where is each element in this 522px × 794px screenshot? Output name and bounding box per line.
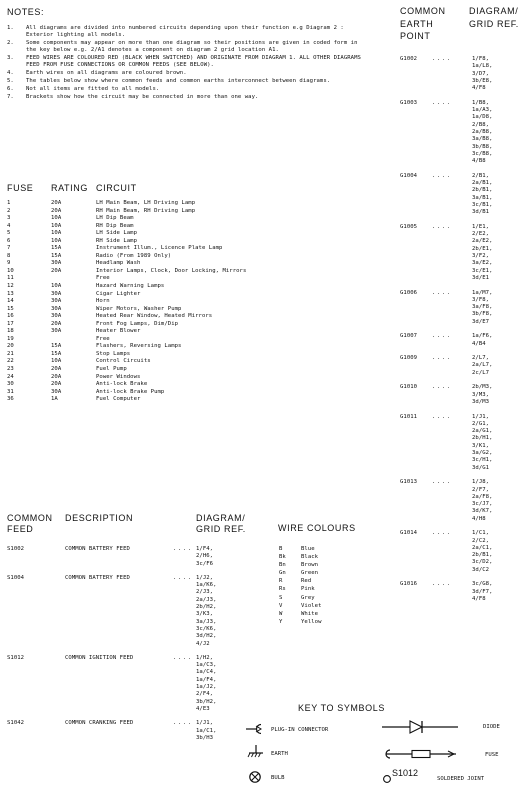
fuse-rating [51,336,96,344]
fuse-number: 23 [7,366,14,373]
wire-colours-title: WIRE COLOURS [278,523,356,533]
leader-dots: .... [432,384,452,391]
table-row [400,384,522,406]
wire-code: Bn [279,562,286,569]
earth-grid-refs: 1/B8, 1a/A3, 1a/D8, 2/B8, 2a/B8, 3a/B8, 3b/B8, 3c/B8, 4/B8 [472,99,493,165]
table-row [7,396,356,404]
table-row [400,290,522,326]
wire-colour-name: Grey [301,594,315,601]
fuse-rating: 20A [51,366,62,373]
fuse-number: 3 [7,215,11,222]
fuse-number: 21 [7,350,14,357]
earth-point: G1014 [400,530,418,537]
table-row [7,366,356,374]
common-earth-table [400,56,522,611]
fuse-number: 36 [7,396,14,403]
earth-point: G1011 [400,413,418,420]
table-row [7,245,356,253]
table-row [400,355,522,377]
leader-dots: .... [432,289,452,296]
plug-in-connector-icon [244,722,266,736]
table-row [7,238,356,246]
earth-grid-refs: 1/J1, 2/G1, 2a/G1, 2b/H1, 3/K1, 3a/G2, 3c/H1, 3d/G1 [472,413,493,471]
table-row [7,200,356,208]
earth-point: G1010 [400,384,418,391]
feed-description: COMMON IGNITION FEED [65,654,134,661]
table-row [279,554,322,562]
fuse-rating: 20A [51,373,62,380]
fuse-circuit: Fuel Computer [96,396,141,403]
fuse-circuit: Instrument Illum., Licence Plate Lamp [96,245,223,252]
leader-dots: .... [432,479,452,486]
wire-code: Rs [279,586,286,593]
fuse-rating: 15A [51,252,62,259]
notes-list [7,25,362,101]
note-text: FEED WIRES ARE COLOURED RED (BLACK WHEN SWITCHED) AND ORIGINATE FROM DIAGRAM 1. ALL OTHER DIAGRAMS FEED FROM FUSE CONNECTIONS OR COMMON FEEDS (SEE BELOW). [26,55,361,69]
table-row [7,275,356,283]
table-row [7,283,356,291]
fuse-table [7,200,356,404]
table-row [279,546,322,554]
note-number: 6. [7,85,14,92]
earth-grid-refs: 1/C1, 2/C2, 2a/C1, 2b/B1, 3c/D2, 3d/C2 [472,530,493,573]
table-row [400,100,522,166]
feed-description: COMMON BATTERY FEED [65,574,130,581]
earth-grid-refs: 1a/F6, 4/B4 [472,333,493,347]
fuse-circuit: Power Windows [96,373,141,380]
wire-code: B [279,546,283,552]
note-item [7,55,362,70]
table-row [279,562,322,570]
table-row [279,619,322,627]
table-row [7,321,356,329]
leader-dots: .... [173,546,193,552]
fuse-number: 8 [7,252,11,259]
fuse-rating: 30A [51,298,62,305]
earth-grid-refs: 1/E1, 2/E2, 2a/E2, 2b/E1, 3/F2, 3a/E2, 3c/E1, 3d/E1 [472,223,493,281]
fuse-number: 24 [7,373,14,380]
feed-code: S1002 [7,546,25,552]
note-item [7,94,362,101]
table-row [7,328,356,336]
table-row [400,530,522,574]
earth-grid-refs: 1a/M7, 3/F8, 3a/F8, 3b/F8, 3d/E7 [472,289,493,325]
table-row [7,343,356,351]
wire-code: Gn [279,570,286,577]
note-number: 2. [7,40,14,47]
note-text: Brackets show how the circuit may be connected in more than one way. [26,93,259,100]
fuse-circuit: RH Side Lamp [96,237,138,244]
fuse-rating: 20A [51,207,62,214]
note-item [7,40,362,55]
wire-code: V [279,602,283,609]
fuse-circuit: Free [96,335,110,342]
leader-dots: .... [173,574,193,581]
wire-colour-name: Violet [301,602,322,609]
fuse-number: 31 [7,388,14,395]
wire-code: R [279,578,283,585]
fuse-number: 7 [7,245,11,252]
note-number: 3. [7,55,14,62]
fuse-number: 15 [7,305,14,312]
common-feed-header: COMMON FEED [7,513,53,534]
fuse-number: 20 [7,343,14,350]
fuse-circuit: LH Main Beam, LH Driving Lamp [96,200,196,206]
note-number: 7. [7,93,14,100]
wire-code: S [279,594,283,601]
leader-dots: .... [173,720,193,727]
diode-label: DIODE [483,724,500,730]
fuse-circuit: RH Main Beam, RH Driving Lamp [96,207,196,214]
note-text: Some components may appear on more than one diagram so their positions are given in coded form in the key below e.g. 2/A1 denotes a component on diagram 2 grid location A1. [26,40,358,54]
table-row [7,313,356,321]
wire-colour-name: Black [301,554,319,561]
rating-header: RATING [51,183,88,193]
fuse-rating: 20A [51,267,62,274]
fuse-rating: 10A [51,230,62,237]
fuse-number: 17 [7,320,14,327]
note-item [7,86,362,93]
table-row [7,655,277,713]
fuse-number: 14 [7,298,14,305]
earth-point: G1013 [400,479,418,486]
leader-dots: .... [432,355,452,362]
fuse-rating: 30A [51,388,62,395]
table-row [7,374,356,382]
note-text: The tables below show where common feeds and common earths interconnect between diagrams. [26,78,331,85]
soldered-joint-icon [382,774,392,784]
fuse-circuit: Cigar Lighter [96,290,141,297]
fuse-number: 5 [7,230,11,237]
table-row [400,479,522,523]
wire-code: Y [279,618,283,625]
table-row [7,306,356,314]
table-row [7,291,356,299]
earth-grid-refs: 3c/G8, 3d/F7, 4/F8 [472,581,493,602]
feed-code: S1012 [7,654,25,661]
fuse-rating: 1A [51,396,58,403]
leader-dots: .... [432,56,452,62]
table-row [7,389,356,397]
table-row [400,224,522,282]
circuit-header: CIRCUIT [96,183,137,193]
leader-dots: .... [432,223,452,230]
table-row [279,611,322,619]
earth-point: G1016 [400,581,418,588]
fuse-number: 6 [7,237,11,244]
fuse-label: FUSE [485,752,499,758]
fuse-rating: 30A [51,328,62,335]
fuse-number: 16 [7,313,14,320]
notes-title: NOTES: [7,7,45,17]
earth-point: G1002 [400,56,418,62]
wire-colour-name: Pink [301,586,315,593]
fuse-circuit: Interior Lamps, Clock, Door Locking, Mirrors [96,267,247,274]
fuse-rating [51,275,96,283]
fuse-header: FUSE [7,183,34,193]
leader-dots: .... [432,172,452,179]
bulb-label: BULB [271,775,285,781]
table-row [7,223,356,231]
wire-colours-table [279,546,322,627]
soldered-joint-label: SOLDERED JOINT [437,776,485,782]
fuse-rating: 30A [51,305,62,312]
plug-in-connector-label: PLUG-IN CONNECTOR [271,727,329,733]
leader-dots: .... [432,581,452,588]
earth-point: G1005 [400,223,418,230]
fuse-number: 9 [7,260,11,267]
fuse-rating: 20A [51,381,62,388]
earth-point: G1007 [400,333,418,340]
leader-dots: .... [432,530,452,537]
fuse-circuit: Heater Blower [96,328,141,335]
fuse-circuit: Headlamp Wash [96,260,141,267]
table-row [7,298,356,306]
leader-dots: .... [432,99,452,106]
fuse-circuit: Radio (From 1989 Only) [96,252,172,259]
earth-label: EARTH [271,751,288,757]
note-text: Earth wires on all diagrams are coloured brown. [26,70,187,77]
feed-grid-refs: 1/H2, 1a/C3, 1a/C4, 1a/F4, 1a/J2, 2/F4, 3b/H2, 4/E3 [196,654,217,712]
wire-colour-name: Yellow [301,618,322,625]
table-row [7,336,356,344]
fuse-icon [384,747,460,761]
earth-point: G1006 [400,289,418,296]
fuse-rating: 10A [51,358,62,365]
wire-colour-name: Brown [301,562,319,569]
fuse-circuit: Fuel Pump [96,366,127,373]
feed-grid-refs: 1/J1, 1a/C1, 3b/H3 [196,720,217,741]
fuse-rating: 15A [51,350,62,357]
fuse-rating: 30A [51,290,62,297]
table-row [7,720,277,742]
fuse-circuit: Wiper Motors, Washer Pump [96,305,182,312]
fuse-circuit: Flashers, Reversing Lamps [96,343,182,350]
table-row [7,546,277,568]
table-row [7,260,356,268]
fuse-number: 30 [7,381,14,388]
fuse-number: 2 [7,207,11,214]
wire-code: Bk [279,554,286,561]
fuse-number: 13 [7,290,14,297]
earth-grid-refs: 2/L7, 2a/L7, 2c/L7 [472,355,493,376]
table-row [400,333,522,348]
fuse-rating: 30A [51,313,62,320]
fuse-number: 18 [7,328,14,335]
fuse-rating: 10A [51,283,62,290]
table-row [7,575,277,648]
feed-grid-refs: 1/J2, 1a/K6, 2/J3, 2a/J3, 2b/H2, 3/K3, 3a/J3, 3c/K6, 3d/H2, 4/J2 [196,574,217,647]
common-earth-header: COMMON EARTH POINT [400,6,446,41]
note-item [7,25,362,40]
fuse-number: 12 [7,283,14,290]
fuse-circuit: LH Dip Beam [96,215,134,222]
table-row [7,253,356,261]
fuse-rating: 15A [51,245,62,252]
fuse-rating: 30A [51,260,62,267]
feed-description: COMMON CRANKING FEED [65,720,134,727]
fuse-circuit: Horn [96,298,110,305]
leader-dots: .... [173,654,193,661]
table-row [279,578,322,586]
wire-code: W [279,610,283,617]
bulb-icon [248,770,262,784]
fuse-rating: 10A [51,237,62,244]
fuse-circuit: Anti-lock Brake Pump [96,388,165,395]
table-row [279,586,322,594]
earth-point: G1003 [400,99,418,106]
note-item [7,78,362,85]
fuse-rating: 10A [51,215,62,222]
fuse-circuit: Anti-lock Brake [96,381,148,388]
fuse-circuit: LH Side Lamp [96,230,138,237]
fuse-circuit: Free [96,275,110,282]
fuse-number: 4 [7,222,11,229]
table-row [7,381,356,389]
table-row [7,208,356,216]
table-row [279,595,322,603]
table-row [7,358,356,366]
earth-point: G1004 [400,172,418,179]
fuse-circuit: Heated Rear Window, Heated Mirrors [96,313,213,320]
earth-grid-refs: 1/J8, 2/F7, 2a/F8, 3c/J7, 3d/K7, 4/H8 [472,479,493,522]
fuse-rating: 20A [51,200,62,206]
soldered-joint-ref: S1012 [392,768,419,778]
table-row [400,414,522,472]
note-number: 5. [7,78,14,85]
fuse-number: 22 [7,358,14,365]
note-text: Not all items are fitted to all models. [26,85,160,92]
wire-colour-name: Green [301,570,319,577]
fuse-rating: 20A [51,320,62,327]
fuse-circuit: Stop Lamps [96,350,131,357]
wire-colour-name: White [301,610,319,617]
feed-grid-refs: 1/F4, 2/H6, 3c/F6 [196,546,214,567]
fuse-circuit: Control Circuits [96,358,151,365]
table-row [400,56,522,92]
fuse-circuit: Hazard Warning Lamps [96,283,165,290]
earth-icon [247,745,265,761]
common-feed-table [7,546,277,749]
table-row [279,570,322,578]
description-header: DESCRIPTION [65,513,134,523]
note-item [7,70,362,77]
table-row [400,581,522,603]
earth-point: G1009 [400,355,418,362]
earth-grid-refs: 2b/M3, 3/M3, 3d/M3 [472,384,493,405]
fuse-number: 10 [7,267,14,274]
fuse-circuit: RH Dip Beam [96,222,134,229]
wire-colour-name: Red [301,578,312,585]
table-row [7,351,356,359]
note-text: All diagrams are divided into numbered circuits depending upon their function e.g Diagram 2 : Exterior lighting all models. [26,25,344,39]
fuse-number: 11 [7,275,14,282]
feed-code: S1042 [7,720,25,727]
table-row [7,268,356,276]
leader-dots: .... [432,333,452,340]
earth-grid-refs: 1/F8, 1a/L8, 3/D7, 3b/E8, 4/F8 [472,56,493,92]
earth-grid-header: DIAGRAM/ GRID REF. [469,6,519,29]
wire-colour-name: Blue [301,546,315,552]
table-row [7,230,356,238]
table-row [7,215,356,223]
note-number: 4. [7,70,14,77]
note-number: 1. [7,25,14,31]
table-row [279,603,322,611]
leader-dots: .... [432,413,452,420]
feed-code: S1004 [7,574,25,581]
feed-grid-header: DIAGRAM/ GRID REF. [196,513,246,534]
earth-grid-refs: 2/B1, 2a/B1, 2b/B1, 3a/B1, 3c/B1, 3d/B1 [472,172,493,216]
fuse-number: 1 [7,200,11,206]
fuse-rating: 15A [51,343,62,350]
fuse-circuit: Front Fog Lamps, Dim/Dip [96,320,179,327]
table-row [400,173,522,217]
diode-icon [382,719,458,735]
symbols-title: KEY TO SYMBOLS [298,703,385,713]
fuse-number: 19 [7,335,14,342]
fuse-rating: 10A [51,222,62,229]
feed-description: COMMON BATTERY FEED [65,546,130,552]
